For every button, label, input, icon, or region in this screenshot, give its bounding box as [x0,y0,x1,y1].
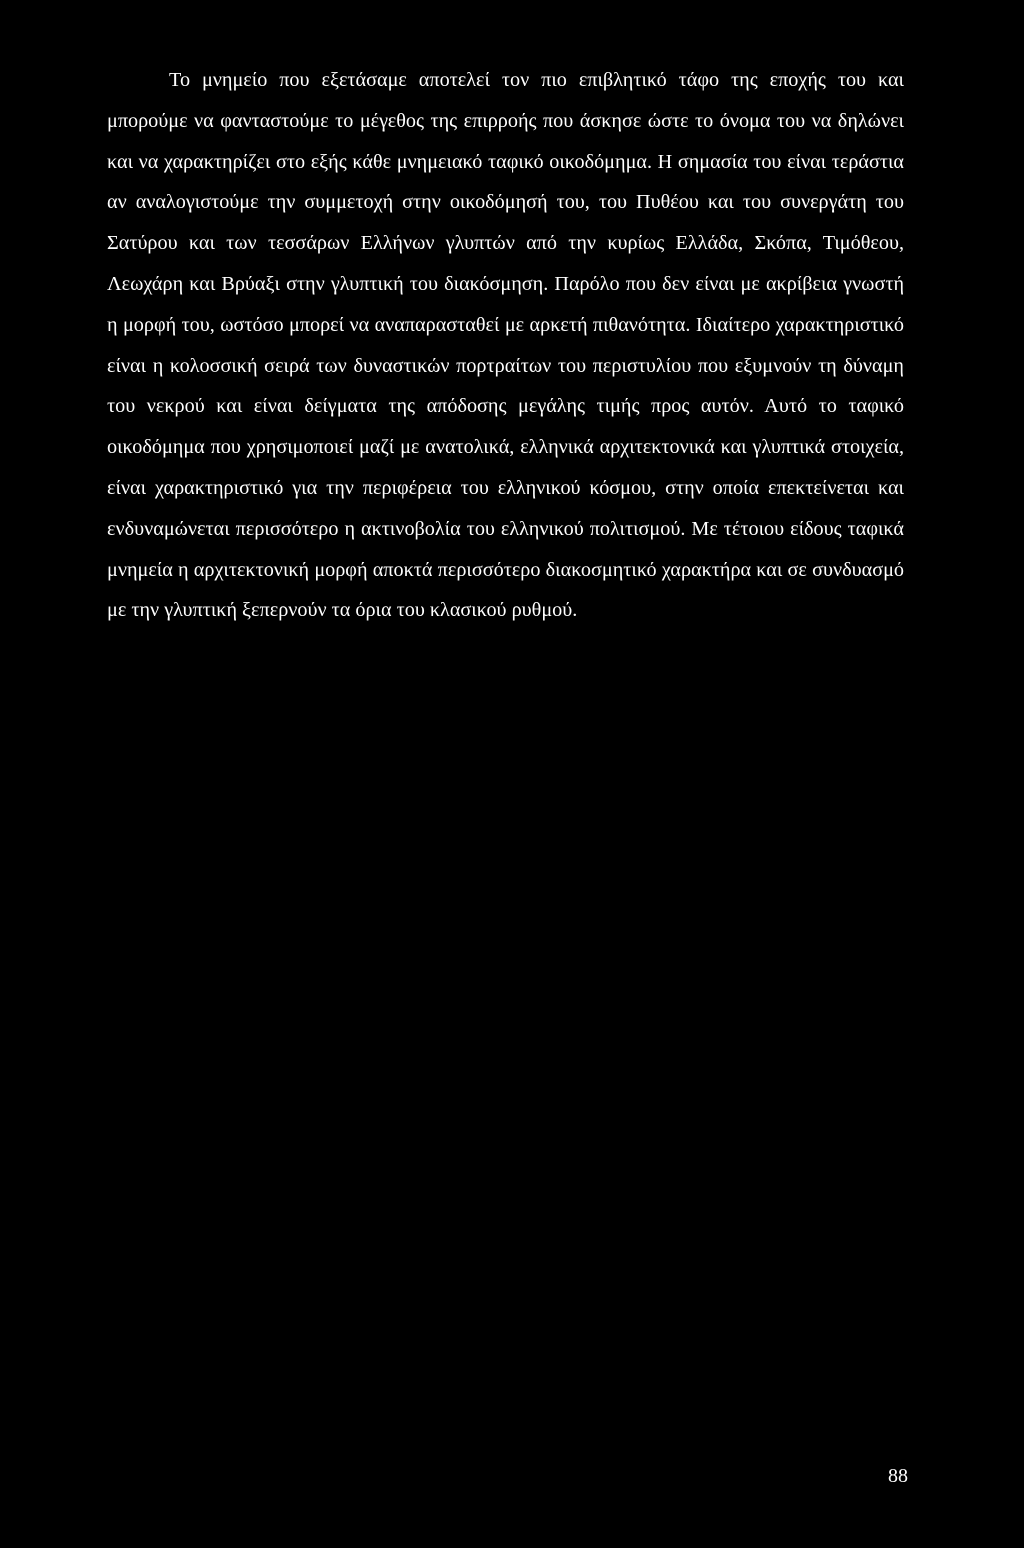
body-paragraph: Το μνημείο που εξετάσαμε αποτελεί τον πιο επιβλητικό τάφο της εποχής του και μπορούμε να φανταστούμε το μέγεθος της επιρροής που άσκησε ώστε το όνομα του να δηλώνει και να χαρακτηρίζει στο εξής κάθε μνημειακό ταφικό οικοδόμημα. Η σημασία του είναι τεράστια αν αναλογιστούμε την συμμετοχή στην οικοδόμησή του, του Πυθέου και του συνεργάτη του Σατύρου και των τεσσάρων Ελλήνων γλυπτών από την κυρίως Ελλάδα, Σκόπα, Τιμόθεου, Λεωχάρη και Βρύαξι στην γλυπτική του διακόσμηση. Παρόλο που δεν είναι με ακρίβεια γνωστή η μορφή του, ωστόσο μπορεί να αναπαρασταθεί με αρκετή πιθανότητα. Ιδιαίτερο χαρακτηριστικό είναι η κολοσσική σειρά των δυναστικών πορτραίτων του περιστυλίου που εξυμνούν τη δύναμη του νεκρού και είναι δείγματα της απόδοσης μεγάλης τιμής προς αυτόν. Αυτό το ταφικό οικοδόμημα που χρησιμοποιεί μαζί με ανατολικά, ελληνικά αρχιτεκτονικά και γλυπτικά στοιχεία, είναι χαρακτηριστικό για την περιφέρεια του ελληνικού κόσμου, στην οποία επεκτείνεται και ενδυναμώνεται περισσότερο η ακτινοβολία του ελληνικού πολιτισμού. Με τέτοιου είδους ταφικά μνημεία η αρχιτεκτονική μορφή αποκτά περισσότερο διακοσμητικό χαρακτήρα και σε συνδυασμό με την γλυπτική ξεπερνούν τα όρια του κλασικού ρυθμού. [107,69,904,622]
page-number: 88 [888,1465,908,1487]
